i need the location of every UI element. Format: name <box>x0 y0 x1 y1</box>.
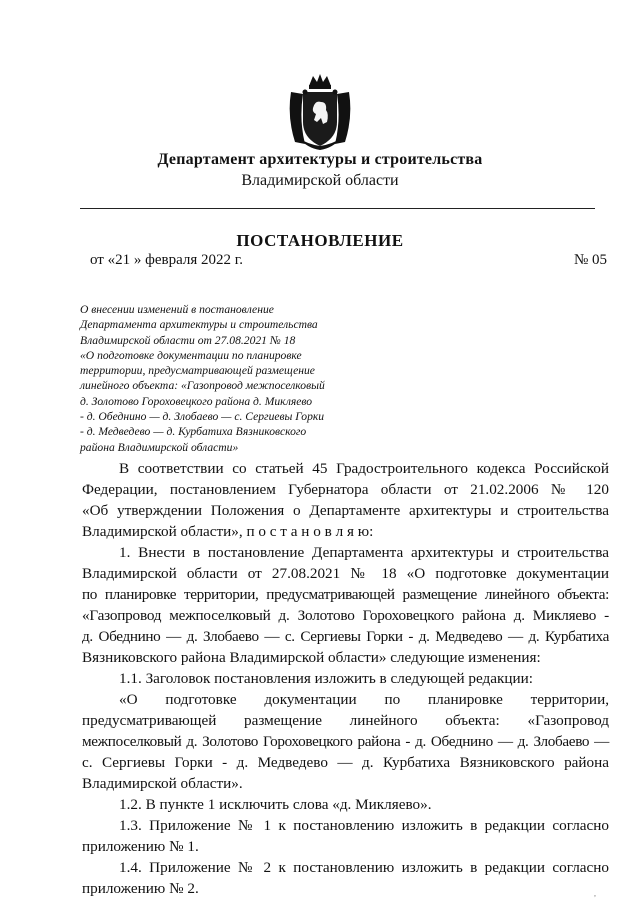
page-mark: , <box>594 889 596 898</box>
header-divider <box>80 208 595 209</box>
body-line: «Газопровод межпоселковый д. Золотово Гороховецкого района д. Микляево - <box>82 607 609 624</box>
body-line: д. Обеднино — д. Злобаево — с. Сергиевы Горки - д. Медведево — д. Курбатиха <box>82 628 609 645</box>
document-date: от «21 » февраля 2022 г. <box>90 252 243 268</box>
subject-line: Владимирской области от 27.08.2021 № 18 <box>80 333 296 347</box>
body-line: 1.3. Приложение № 1 к постановлению изложить в редакции согласно <box>119 817 609 834</box>
body-line: В соответствии со статьей 45 Градостроительного кодекса Российской <box>119 460 609 477</box>
body-line: Федерации, постановлением Губернатора области от 21.02.2006 № 120 <box>82 481 609 498</box>
subject-line: Департамента архитектуры и строительства <box>80 318 318 332</box>
document-subject <box>80 302 380 455</box>
body-line: «О подготовке документации по планировке территории, <box>119 691 609 708</box>
subject-line: территории, предусматривающей размещение <box>80 364 315 378</box>
body-line: 1.4. Приложение № 2 к постановлению изложить в редакции согласно <box>119 859 609 876</box>
body-line: приложению № 2. <box>82 880 199 897</box>
subject-line: - д. Медведево — д. Курбатиха Вязниковского <box>80 425 307 439</box>
subject-line: района Владимирской области» <box>80 440 239 454</box>
body-line: Владимирской области от 27.08.2021 № 18 «О подготовке документации <box>82 565 609 582</box>
subject-line: О внесении изменений в постановление <box>80 303 274 316</box>
body-line: предусматривающей размещение линейного объекта: «Газопровод <box>82 712 609 729</box>
body-line: Владимирской области». <box>82 775 243 792</box>
body-line: межпоселковый д. Золотово Гороховецкого района - д. Обеднино — д. Злобаево — <box>82 733 609 750</box>
subject-line: «О подготовке документации по планировке <box>80 348 302 362</box>
subject-line: - д. Обеднино — д. Злобаево — с. Сергиевы Горки <box>80 410 325 424</box>
body-line: Вязниковского района Владимирской области» следующие изменения: <box>82 649 541 666</box>
subject-line: линейного объекта: «Газопровод межпоселковый <box>80 379 325 393</box>
body-line: 1. Внести в постановление Департамента архитектуры и строительства <box>119 544 609 561</box>
body-line: по планировке территории, предусматривающей размещение линейного объекта: <box>82 586 609 603</box>
body-line: с. Сергиевы Горки - д. Медведево — д. Курбатиха Вязниковского района <box>82 754 609 771</box>
subject-line: д. Золотово Гороховецкого района д. Микляево <box>80 394 313 408</box>
body-line: Владимирской области», п о с т а н о в л я ю: <box>82 523 374 540</box>
coat-of-arms-icon <box>285 72 355 152</box>
body-line: «Об утверждении Положения о Департаменте архитектуры и строительства <box>82 502 609 519</box>
document-title: ПОСТАНОВЛЕНИЕ <box>236 231 404 250</box>
department-region: Владимирской области <box>241 172 399 189</box>
body-line: приложению № 1. <box>82 838 199 855</box>
document-number: № 05 <box>573 252 607 268</box>
body-line: 1.1. Заголовок постановления изложить в следующей редакции: <box>119 670 533 687</box>
body-line: 1.2. В пункте 1 исключить слова «д. Микляево». <box>119 796 432 813</box>
department-name: Департамент архитектуры и строительства <box>157 151 483 168</box>
